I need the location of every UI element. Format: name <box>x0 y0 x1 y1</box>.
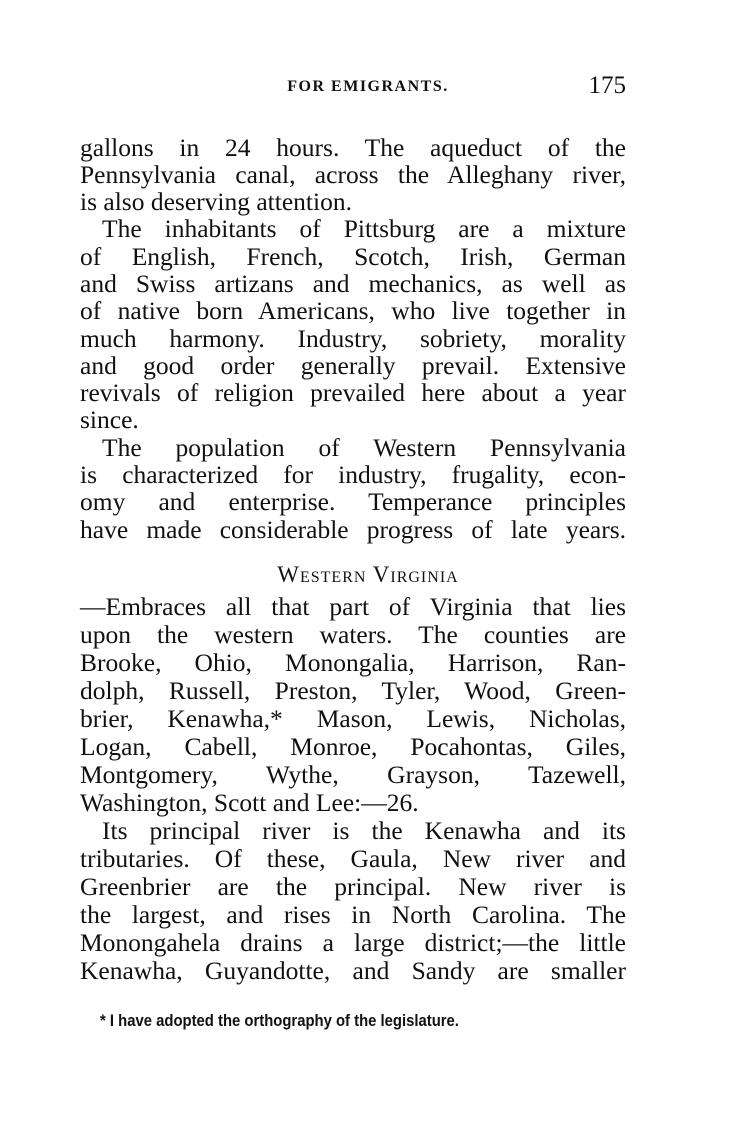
text-line: Its principal river is the Kenawha and its <box>102 816 626 845</box>
text-line: is also deserving attention. <box>80 187 352 216</box>
text-line: brier, Kenawha,* Mason, Lewis, Nicholas, <box>80 704 626 733</box>
text-line: have made considerable progress of late years. <box>80 515 626 544</box>
text-line: Montgomery, Wythe, Grayson, Tazewell, <box>80 760 626 789</box>
text-line: the largest, and rises in North Carolina. The <box>80 900 626 929</box>
text-line: and Swiss artizans and mechanics, as well as <box>80 269 626 298</box>
text-line: The population of Western Pennsylvania <box>102 433 626 462</box>
text-line: and good order generally prevail. Extensive <box>80 351 626 380</box>
text-line: —Embraces all that part of Virginia that lies <box>80 592 626 621</box>
text-line: Brooke, Ohio, Monongalia, Harrison, Ran- <box>80 648 626 677</box>
text-line: omy and enterprise. Temperance principles <box>80 487 626 516</box>
text-line: Pennsylvania canal, across the Alleghany river, <box>80 160 626 189</box>
section-heading: Western Virginia <box>277 562 459 587</box>
text-line: The inhabitants of Pittsburg are a mixture <box>102 214 626 243</box>
text-line: tributaries. Of these, Gaula, New river and <box>80 844 626 873</box>
text-line: dolph, Russell, Preston, Tyler, Wood, Green- <box>80 676 626 705</box>
text-line: upon the western waters. The counties are <box>80 620 626 649</box>
text-line: Greenbrier are the principal. New river is <box>80 872 626 901</box>
running-head: FOR EMIGRANTS. <box>287 78 449 95</box>
text-line: Washington, Scott and Lee:—26. <box>80 788 419 817</box>
text-line: Monongahela drains a large district;—the little <box>80 928 626 957</box>
text-line: much harmony. Industry, sobriety, morality <box>80 324 626 353</box>
text-line: is characterized for industry, frugality, econ- <box>80 460 626 489</box>
text-line: gallons in 24 hours. The aqueduct of the <box>80 133 626 162</box>
text-line: since. <box>80 405 139 434</box>
text-line: Logan, Cabell, Monroe, Pocahontas, Giles, <box>80 732 626 761</box>
page-number: 175 <box>588 72 626 99</box>
text-line: revivals of religion prevailed here about a year <box>80 378 626 407</box>
text-line: of native born Americans, who live together in <box>80 296 626 325</box>
text-line: Kenawha, Guyandotte, and Sandy are smaller <box>80 956 626 985</box>
footnote: * I have adopted the orthography of the legislature. <box>100 1012 459 1030</box>
text-line: of English, French, Scotch, Irish, German <box>80 242 626 271</box>
